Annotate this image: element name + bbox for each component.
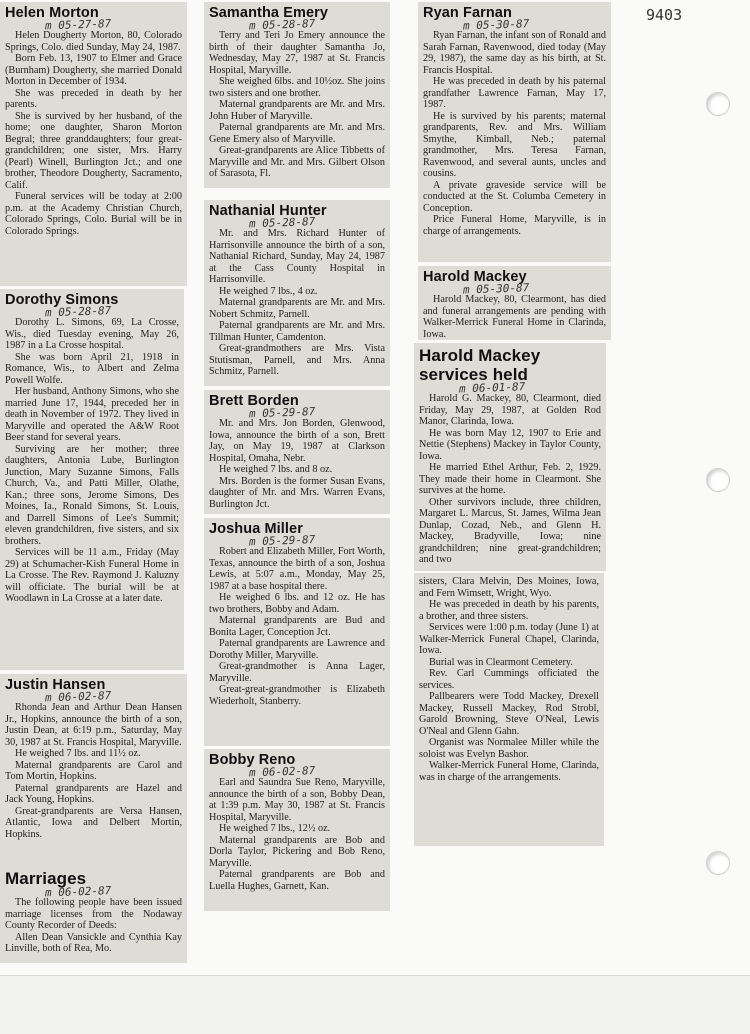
clipping-paragraph: Paternal grandparents are Mr. and Mrs. Tillman Hunter, Camdenton. [209,320,385,343]
clipping-paragraph: Helen Dougherty Morton, 80, Colorado Springs, Colo. died Sunday, May 24, 1987. [5,30,182,53]
clipping-paragraph: Services will be 11 a.m., Friday (May 29) at Schumacher-Kish Funeral Home in La Crosse. The Rev. Raymond J. Kaluzny will officiate. The burial will be at Woodlawn in La Crosse at a later date. [5,547,179,604]
handwritten-date-note: m 05-30-87 [462,17,530,33]
binder-hole-bottom [706,851,730,875]
clipping-paragraph: Other survivors include, three children, Margaret L. Marcus, St. James, Wilma Jean Dunlap, Cozad, Neb., and Glenn H. Mackey, Bradyville, Iowa; nine grandchildren; nine great-grandchildren; and two [419,496,601,565]
clipping-paragraph: Great-grandparents are Versa Hansen, Atlantic, Iowa and Delbert Mortin, Hopkins. [5,805,182,840]
clipping-paragraph: Paternal grandparents are Bob and Luella Hughes, Garnett, Kan. [209,869,385,892]
handwritten-date-note: m 06-02-87 [248,764,316,780]
clipping-paragraph: Organist was Normalee Miller while the soloist was Evelyn Bashor. [419,737,599,760]
clipping-headline: Ryan Farnan [423,5,512,21]
clipping-paragraph: Walker-Merrick Funeral Home, Clarinda, was in charge of the arrangements. [419,760,599,783]
clipping-headline: Joshua Miller [209,521,303,537]
handwritten-date-note: m 05-28-87 [248,215,316,231]
handwritten-date-note: m 05-27-87 [44,17,112,33]
clipping-justin-hansen [0,674,187,866]
clipping-brett-borden [204,390,390,514]
clipping-paragraph: She was preceded in death by her parents. [5,87,182,110]
page-bottom-edge [0,975,750,1034]
clipping-paragraph: sisters, Clara Melvin, Des Moines, Iowa, and Fern Wimsett, Wright, Wyo. [419,576,599,599]
page-number: 9403 [646,6,683,24]
clipping-paragraph: Maternal grandparents are Mr. and Mrs. John Huber of Maryville. [209,99,385,122]
clipping-paragraph: Ryan Farnan, the infant son of Ronald and Sarah Farnan, Ravenwood, died today (May 29, 1987), the same day as his birth, at St. Francis Hospital. [423,30,606,76]
clipping-joshua-miller [204,518,390,746]
clipping-headline: Nathanial Hunter [209,203,327,219]
handwritten-date-note: m 05-30-87 [462,281,530,297]
clipping-paragraph: Allen Dean Vansickle and Cynthia Kay Linville, both of Rea, Mo. [5,931,182,954]
clipping-paragraph: He weighed 7 lbs. and 8 oz. [219,464,333,475]
clipping-paragraph: Services were 1:00 p.m. today (June 1) at Walker-Merrick Funeral Chapel, Clarinda, Iowa. [419,622,599,656]
handwritten-date-note: m 06-01-87 [458,380,526,396]
clipping-headline: Harold Mackey services held [419,346,541,384]
clipping-paragraph: She weighed 6lbs. and 10½oz. She joins two sisters and one brother. [209,76,385,99]
clipping-paragraph: She was born April 21, 1918 in Romance, Wis., to Albert and Zelma Powell Wolfe. [5,351,179,386]
handwritten-date-note: m 05-29-87 [248,533,316,549]
clipping-paragraph: Great-great-grandmother is Elizabeth Wiederholt, Stanberry. [209,684,385,707]
clipping-paragraph: Mr. and Mrs. Richard Hunter of Harrisonville announce the birth of a son, Nathanial Richard, Sunday, May 24, 1987 at the Cass County Hospital in Harrisonville. [209,228,385,285]
clipping-paragraph: He is survived by his parents; maternal grandparents, Rev. and Mrs. William Smythe, Kimball, Neb.; paternal grandmother, Mrs. Teresa Farnan, Ravenwood, and several aunts, uncles and cousins. [423,110,606,179]
clipping-samantha-emery [204,2,390,188]
clipping-headline: Justin Hansen [5,677,106,693]
clipping-helen-morton [0,2,187,286]
clipping-paragraph: Earl and Saundra Sue Reno, Maryville, announce the birth of a son, Bobby Dean, at 1:39 p.m. May 30, 1987 at St. Francis Hospital, Maryville. [209,777,385,823]
handwritten-date-note: m 05-29-87 [248,405,316,421]
clipping-paragraph: Robert and Elizabeth Miller, Fort Worth, Texas, announce the birth of a son, Joshua Lewis, at 5:07 a.m., Monday, May 25, 1987 at a base hospital there. [209,546,385,592]
clipping-paragraph: Pallbearers were Todd Mackey, Drexell Mackey, Russell Mackey, Rod Strobl, Garold Browning, Steve O'Neal, Lewis O'Neal and Glenn Gahn. [419,691,599,737]
clipping-paragraph: Harold Mackey, 80, Clearmont, has died and funeral arrangements are pending with Walker-Merrick Funeral Home in Clarinda, Iowa. [423,294,606,340]
clipping-bobby-reno [204,749,390,911]
clipping-paragraph: He was preceded in death by his paternal grandfather Lawrence Farnan, May 17, 1987. [423,76,606,110]
clipping-headline: Samantha Emery [209,5,329,21]
clipping-paragraph: Paternal grandparents are Lawrence and Dorothy Miller, Maryville. [209,638,385,661]
clipping-paragraph: Mr. and Mrs. Jon Borden, Glenwood, Iowa, announce the birth of a son, Brett Jay, on May 19, 1987 at Clarkson Hospital, Omaha, Nebr. [209,418,385,464]
clipping-paragraph: Rev. Carl Cummings officiated the services. [419,668,599,691]
clipping-paragraph: Surviving are her mother; three daughters, Antonia Lube, Burlington Junction, Mary Suzanne Simons, Falls Church, Va., and Patti Miller, Olathe, Kan.; three sons, Jerome Simons, Des Moines, Ia., Ronald Simons, St. Louis, and Darrell Simons of Lee's Summit; eleven grandchildren, five sisters, and six brothers. [5,443,179,547]
clipping-harold-mackey [418,266,611,340]
clipping-dorothy-simons [0,289,184,670]
clipping-paragraph: Harold G. Mackey, 80, Clearmont, died Friday, May 29, 1987, at Golden Rod Manor, Clarinda, Iowa. [419,393,601,427]
clipping-headline: Harold Mackey [423,269,527,285]
clipping-headline: Dorothy Simons [5,292,119,308]
clipping-paragraph: Maternal grandparents are Bob and Dorla Taylor, Pickering and Bob Reno, Maryville. [209,834,385,869]
clipping-paragraph: He was preceded in death by his parents, a brother, and three sisters. [419,599,599,622]
clipping-harold-mackey-services [414,343,606,571]
clipping-paragraph: Burial was in Clearmont Cemetery. [429,656,573,668]
clipping-paragraph: Born Feb. 13, 1907 to Elmer and Grace (Burnham) Dougherty, she married Donald Morton in December of 1934. [5,53,182,87]
clipping-paragraph: Great-grandmother is Anna Lager, Maryville. [209,661,385,684]
clipping-paragraph: He married Ethel Arthur, Feb. 2, 1929. They made their home in Clearmont. She survives at the home. [419,462,601,496]
clipping-paragraph: He weighed 7 lbs., 12½ oz. [219,823,331,834]
clipping-headline: Marriages [5,869,87,888]
handwritten-date-note: m 06-02-87 [44,689,112,705]
clipping-paragraph: He was born May 12, 1907 to Erie and Nettie (Stephens) Mackey in Taylor County, Iowa. [419,427,601,462]
clipping-paragraph: Her husband, Anthony Simons, who she married June 17, 1944, preceded her in death in November of 1972. They lived in Maryville and operated the A&W Root Beer stand for several years. [5,386,179,443]
clipping-paragraph: The following people have been issued marriage licenses from the Nodaway County Recorder of Deeds: [5,897,182,931]
clipping-paragraph: Maternal grandparents are Mr. and Mrs. Nobert Schmitz, Parnell. [209,297,385,320]
clipping-paragraph: Paternal grandparents are Mr. and Mrs. Gene Emery also of Maryville. [209,122,385,145]
clipping-paragraph: He weighed 6 lbs. and 12 oz. He has two brothers, Bobby and Adam. [209,592,385,615]
clipping-paragraph: Dorothy L. Simons, 69, La Crosse, Wis., died Tuesday evening, May 26, 1987 in a La Crosse hospital. [5,317,179,351]
clipping-headline: Helen Morton [5,5,99,21]
clipping-headline: Brett Borden [209,393,299,409]
clipping-paragraph: Price Funeral Home, Maryville, is in charge of arrangements. [423,214,606,237]
clipping-paragraph: Paternal grandparents are Hazel and Jack Young, Hopkins. [5,782,182,805]
binder-hole-middle [706,468,730,492]
clipping-marriages [0,866,187,963]
clipping-headline: Bobby Reno [209,752,296,768]
handwritten-date-note: m 06-02-87 [44,884,112,900]
clipping-paragraph: She is survived by her husband, of the home; one daughter, Sharon Morton Begral; three granddaughters; four great-grandchildren; one sister, Mrs. Harry (Pearl) Winell, Burlington Jct.; and one brother, Theodore Dougherty, Sacramento, Calif. [5,110,182,191]
clipping-paragraph: Great-grandmothers are Mrs. Vista Stutisman, Parnell, and Mrs. Anna Schmitz, Parnell. [209,343,385,377]
clipping-paragraph: Rhonda Jean and Arthur Dean Hansen Jr., Hopkins, announce the birth of a son, Justin Dean, at 6:19 p.m., Saturday, May 30, 1987 at St. Francis Hospital, Maryville. [5,702,182,748]
clipping-paragraph: Mrs. Borden is the former Susan Evans, daughter of Mr. and Mrs. Warren Evans, Burlington Jct. [209,475,385,510]
clipping-paragraph: Maternal grandparents are Carol and Tom Mortin, Hopkins. [5,759,182,782]
clipping-paragraph: A private graveside service will be conducted at the St. Columba Cemetery in Conception. [423,179,606,214]
clipping-paragraph: Terry and Teri Jo Emery announce the birth of their daughter Samantha Jo, Wednesday, May 27, 1987 at St. Francis Hospital, Maryville. [209,30,385,76]
clipping-paragraph: Maternal grandparents are Bud and Bonita Lager, Conception Jct. [209,615,385,638]
clipping-ryan-farnan [418,2,611,262]
handwritten-date-note: m 05-28-87 [248,17,316,33]
clipping-paragraph: Funeral services will be today at 2:00 p.m. at the Academy Christian Church, Colorado Springs, Colo. Burial will be in Colorado Springs. [5,191,182,237]
binder-hole-top [706,92,730,116]
clipping-harold-mackey-services-continued [414,573,604,846]
clipping-paragraph: Great-grandparents are Alice Tibbetts of Maryville and Mr. and Mrs. Gilbert Olson of Sarasota, Fl. [209,145,385,179]
handwritten-date-note: m 05-28-87 [44,304,112,320]
clipping-paragraph: He weighed 7 lbs. and 11½ oz. [15,748,141,759]
clipping-nathanial-hunter [204,200,390,386]
clipping-paragraph: He weighed 7 lbs., 4 oz. [219,285,318,297]
